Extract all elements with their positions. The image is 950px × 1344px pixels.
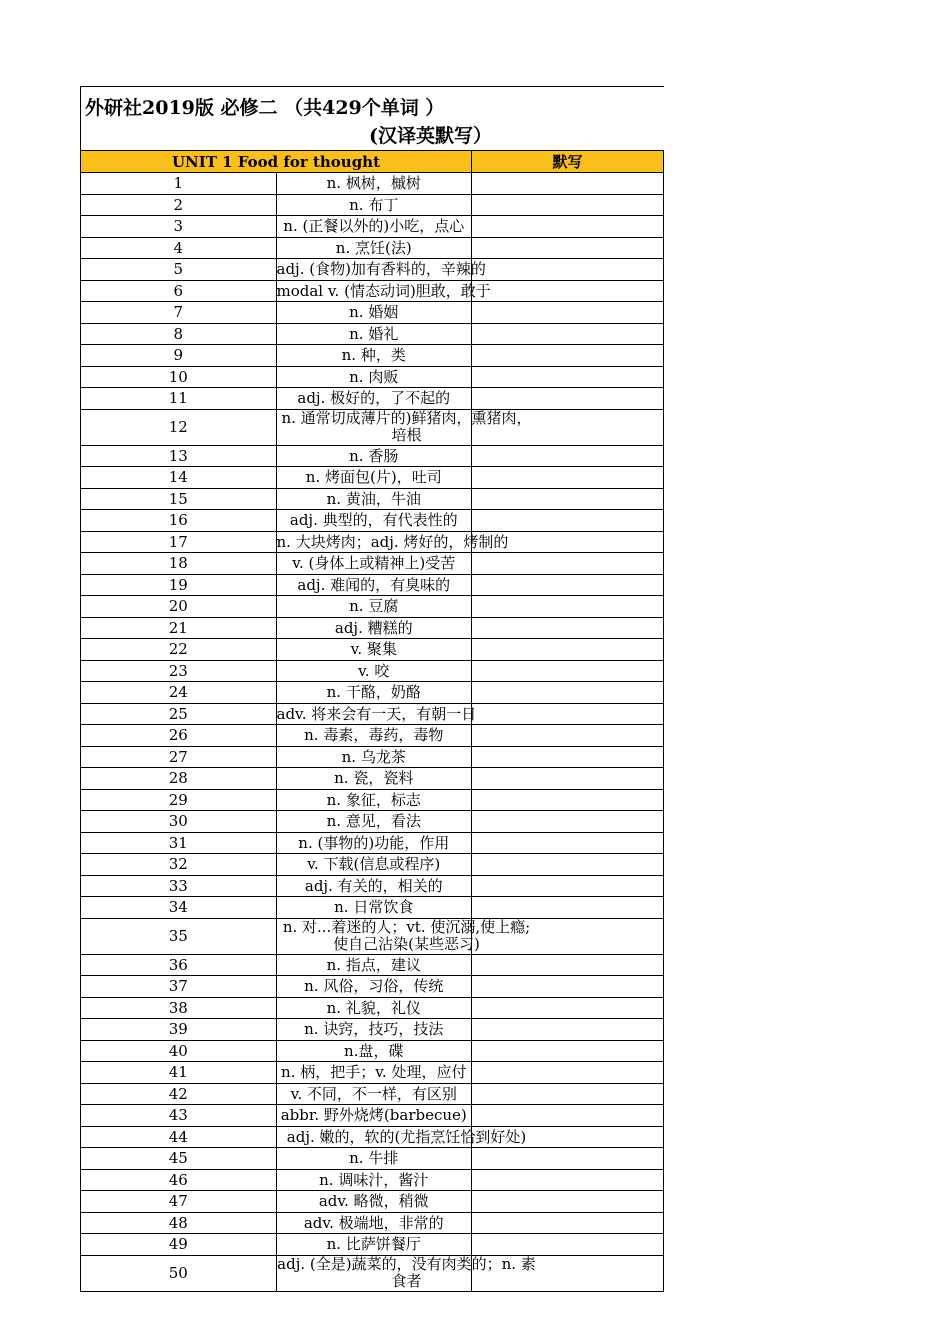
dictation-cell[interactable] (472, 237, 664, 259)
chinese-definition: adj. 难闻的，有臭味的 (276, 574, 472, 596)
chinese-definition: adv. 将来会有一天，有朝一日 (276, 704, 477, 723)
page-title: 外研社2019版 必修二 （共429个单词 ） (85, 97, 445, 119)
chinese-definition: adv. 极端地，非常的 (276, 1212, 472, 1234)
row-number: 7 (81, 302, 277, 324)
dictation-cell[interactable] (472, 1019, 664, 1041)
table-row (81, 1062, 664, 1084)
chinese-definition: n. 牛排 (276, 1148, 472, 1170)
table-row (81, 467, 664, 489)
table-row (81, 897, 664, 919)
row-number: 46 (81, 1169, 277, 1191)
dictation-cell[interactable] (472, 1191, 664, 1213)
dictation-cell[interactable] (472, 596, 664, 618)
row-number: 10 (81, 366, 277, 388)
chinese-definition: n. 调味汁，酱汁 (276, 1169, 472, 1191)
dictation-cell[interactable] (472, 574, 664, 596)
dictation-cell[interactable] (472, 1169, 664, 1191)
chinese-definition: abbr. 野外烧烤(barbecue) (276, 1105, 472, 1127)
table-row (81, 918, 664, 954)
row-number: 11 (81, 388, 277, 410)
chinese-definition: n. 诀窍，技巧，技法 (276, 1019, 472, 1041)
table-row (81, 237, 664, 259)
unit-header: UNIT 1 Food for thought (81, 151, 472, 173)
dictation-cell[interactable] (472, 976, 664, 998)
dictation-cell[interactable] (472, 897, 664, 919)
chinese-definition: n. 乌龙茶 (276, 746, 472, 768)
table-row (81, 703, 664, 725)
chinese-definition: adj. 有关的，相关的 (276, 875, 472, 897)
row-number: 28 (81, 768, 277, 790)
table-row (81, 409, 664, 445)
row-number: 21 (81, 617, 277, 639)
row-number: 42 (81, 1083, 277, 1105)
row-number: 2 (81, 194, 277, 216)
table-row (81, 789, 664, 811)
chinese-definition: n. (正餐以外的)小吃，点心 (276, 216, 472, 238)
dictation-cell[interactable] (472, 1148, 664, 1170)
chinese-definition: n. 指点，建议 (276, 954, 472, 976)
row-number: 40 (81, 1040, 277, 1062)
table-row (81, 854, 664, 876)
chinese-definition (276, 408, 532, 445)
row-number: 27 (81, 746, 277, 768)
dictation-cell[interactable] (472, 553, 664, 575)
row-number: 5 (81, 259, 277, 281)
dictation-cell[interactable] (472, 280, 664, 302)
row-number: 1 (81, 173, 277, 195)
row-number: 34 (81, 897, 277, 919)
row-number: 31 (81, 832, 277, 854)
chinese-definition: n. 豆腐 (276, 596, 472, 618)
chinese-definition: n. (事物的)功能，作用 (276, 832, 472, 854)
dictation-cell[interactable] (472, 660, 664, 682)
chinese-definition: n. 象征，标志 (276, 789, 472, 811)
dictation-cell[interactable] (472, 954, 664, 976)
table-row (81, 1234, 664, 1256)
chinese-definition: n. 婚礼 (276, 323, 472, 345)
row-number: 4 (81, 237, 277, 259)
table-row (81, 1191, 664, 1213)
table-row (81, 445, 664, 467)
table-row (81, 832, 664, 854)
row-number: 33 (81, 875, 277, 897)
row-number: 30 (81, 811, 277, 833)
dictation-cell[interactable] (472, 617, 664, 639)
table-row (81, 660, 664, 682)
table-row (81, 1083, 664, 1105)
chinese-definition: n. 烤面包(片)，吐司 (276, 467, 472, 489)
table-row (81, 811, 664, 833)
row-number: 48 (81, 1212, 277, 1234)
table-row (81, 488, 664, 510)
dictation-cell[interactable] (472, 1083, 664, 1105)
chinese-definition-text: n. 对...着迷的人；vt. 使沉溺,使上瘾;使自己沾染(某些恶习) (282, 917, 531, 953)
dictation-cell[interactable] (472, 1234, 664, 1256)
row-number: 13 (81, 445, 277, 467)
dictation-cell[interactable] (472, 510, 664, 532)
table-row (81, 639, 664, 661)
row-number: 23 (81, 660, 277, 682)
dictation-cell[interactable] (472, 854, 664, 876)
dictation-cell[interactable] (472, 768, 664, 790)
chinese-definition: modal v. (情态动词)胆敢，敢于 (276, 281, 491, 300)
dictation-cell[interactable] (472, 445, 664, 467)
dictation-cell[interactable] (472, 832, 664, 854)
chinese-definition: n. 布丁 (276, 194, 472, 216)
chinese-definition: adj. 糟糕的 (276, 617, 472, 639)
dictation-cell[interactable] (472, 1212, 664, 1234)
table-row (81, 954, 664, 976)
chinese-definition: n. 烹饪(法) (276, 237, 472, 259)
row-number: 37 (81, 976, 277, 998)
dictation-cell[interactable] (472, 345, 664, 367)
dictation-cell[interactable] (472, 488, 664, 510)
row-number: 25 (81, 703, 277, 725)
table-row (81, 194, 664, 216)
table-row (81, 596, 664, 618)
chinese-definition (276, 917, 531, 954)
chinese-definition: v. 不同，不一样，有区别 (276, 1083, 472, 1105)
chinese-definition: v. (身体上或精神上)受苦 (276, 553, 472, 575)
chinese-definition: n. 大块烤肉；adj. 烤好的，烤制的 (276, 532, 509, 551)
row-number: 45 (81, 1148, 277, 1170)
row-number: 14 (81, 467, 277, 489)
dictation-cell[interactable] (472, 194, 664, 216)
vocabulary-table (80, 150, 664, 1292)
table-row (81, 768, 664, 790)
table-row (81, 259, 664, 281)
chinese-definition-text: adj. 嫩的，软的(尤指烹饪恰到好处) (286, 1127, 527, 1146)
row-number: 29 (81, 789, 277, 811)
table-row (81, 574, 664, 596)
table-row (81, 173, 664, 195)
chinese-definition: n. 瓷，瓷料 (276, 768, 472, 790)
table-row (81, 1040, 664, 1062)
row-number: 43 (81, 1105, 277, 1127)
row-number: 39 (81, 1019, 277, 1041)
chinese-definition: v. 下载(信息或程序) (276, 854, 472, 876)
dictation-cell[interactable] (472, 639, 664, 661)
chinese-definition: n. 枫树，槭树 (276, 173, 472, 195)
dictation-cell[interactable] (472, 259, 664, 281)
chinese-definition: n. 黄油，牛油 (276, 488, 472, 510)
chinese-definition: v. 聚集 (276, 639, 472, 661)
chinese-definition: n. 种，类 (276, 345, 472, 367)
chinese-definition: adj. 极好的，了不起的 (276, 388, 472, 410)
table-header (81, 151, 664, 173)
dictation-cell[interactable] (472, 725, 664, 747)
table-row (81, 976, 664, 998)
chinese-definition: n. 香肠 (276, 445, 472, 467)
table-row (81, 531, 664, 553)
chinese-definition: n. 肉贩 (276, 366, 472, 388)
chinese-definition: n. 干酪，奶酪 (276, 682, 472, 704)
table-row (81, 1212, 664, 1234)
dictation-cell[interactable] (472, 682, 664, 704)
row-number: 38 (81, 997, 277, 1019)
row-number: 50 (81, 1255, 277, 1291)
table-row (81, 682, 664, 704)
row-number: 6 (81, 280, 277, 302)
chinese-definition: adj. 典型的，有代表性的 (276, 510, 472, 532)
chinese-definition: adv. 略微，稍微 (276, 1191, 472, 1213)
chinese-definition: v. 咬 (276, 660, 472, 682)
table-row (81, 1169, 664, 1191)
chinese-definition (276, 1254, 536, 1291)
table-row (81, 302, 664, 324)
row-number: 24 (81, 682, 277, 704)
table-row (81, 1148, 664, 1170)
table-row (81, 510, 664, 532)
table-row (81, 345, 664, 367)
chinese-definition: n. 毒素，毒药，毒物 (276, 725, 472, 747)
row-number: 35 (81, 918, 277, 954)
table-row (81, 997, 664, 1019)
table-row (81, 746, 664, 768)
dictation-cell[interactable] (472, 997, 664, 1019)
chinese-definition: n. 比萨饼餐厅 (276, 1234, 472, 1256)
dictation-cell[interactable] (472, 323, 664, 345)
dictation-cell[interactable] (472, 811, 664, 833)
dictation-header: 默写 (472, 151, 664, 173)
dictation-cell[interactable] (472, 173, 664, 195)
row-number: 41 (81, 1062, 277, 1084)
dictation-cell[interactable] (472, 1062, 664, 1084)
row-number: 36 (81, 954, 277, 976)
table-row (81, 725, 664, 747)
row-number: 8 (81, 323, 277, 345)
dictation-cell[interactable] (472, 388, 664, 410)
chinese-definition (276, 1126, 527, 1148)
table-row (81, 617, 664, 639)
row-number: 12 (81, 409, 277, 445)
chinese-definition: adj. (食物)加有香料的，辛辣的 (276, 260, 486, 279)
row-number: 26 (81, 725, 277, 747)
table-row (81, 388, 664, 410)
chinese-definition: n. 风俗，习俗，传统 (276, 976, 472, 998)
row-number: 44 (81, 1126, 277, 1148)
row-number: 19 (81, 574, 277, 596)
table-row (81, 280, 664, 302)
chinese-definition: n. 婚姻 (276, 302, 472, 324)
dictation-cell[interactable] (472, 789, 664, 811)
dictation-cell[interactable] (472, 746, 664, 768)
row-number: 49 (81, 1234, 277, 1256)
dictation-cell[interactable] (472, 875, 664, 897)
table-row (81, 366, 664, 388)
row-number: 20 (81, 596, 277, 618)
table-row (81, 1019, 664, 1041)
page-subtitle: (汉译英默写） (369, 125, 492, 147)
dictation-cell[interactable] (472, 1105, 664, 1127)
row-number: 32 (81, 854, 277, 876)
chinese-definition: n.盘，碟 (276, 1040, 472, 1062)
row-number: 16 (81, 510, 277, 532)
chinese-definition: n. 意见，看法 (276, 811, 472, 833)
row-number: 22 (81, 639, 277, 661)
row-number: 9 (81, 345, 277, 367)
dictation-cell[interactable] (472, 467, 664, 489)
dictation-cell[interactable] (472, 1040, 664, 1062)
row-number: 15 (81, 488, 277, 510)
table-row (81, 1105, 664, 1127)
row-number: 47 (81, 1191, 277, 1213)
chinese-definition-text: adj. (全是)蔬菜的，没有肉类的；n. 素食者 (277, 1254, 536, 1290)
row-number: 3 (81, 216, 277, 238)
dictation-cell[interactable] (472, 703, 664, 725)
chinese-definition-text: n. 通常切成薄片的)鲜猪肉，熏猪肉，培根 (281, 408, 532, 444)
dictation-cell[interactable] (472, 302, 664, 324)
table-row (81, 553, 664, 575)
chinese-definition: n. 柄，把手；v. 处理，应付 (276, 1062, 472, 1084)
dictation-cell[interactable] (472, 366, 664, 388)
table-row (81, 323, 664, 345)
dictation-cell[interactable] (472, 216, 664, 238)
table-row (81, 216, 664, 238)
worksheet (80, 86, 664, 1292)
row-number: 17 (81, 531, 277, 553)
chinese-definition: n. 礼貌，礼仪 (276, 997, 472, 1019)
table-row (81, 1255, 664, 1291)
table-row (81, 1126, 664, 1148)
row-number: 18 (81, 553, 277, 575)
chinese-definition: n. 日常饮食 (276, 897, 472, 919)
table-row (81, 875, 664, 897)
title-block (80, 86, 664, 150)
